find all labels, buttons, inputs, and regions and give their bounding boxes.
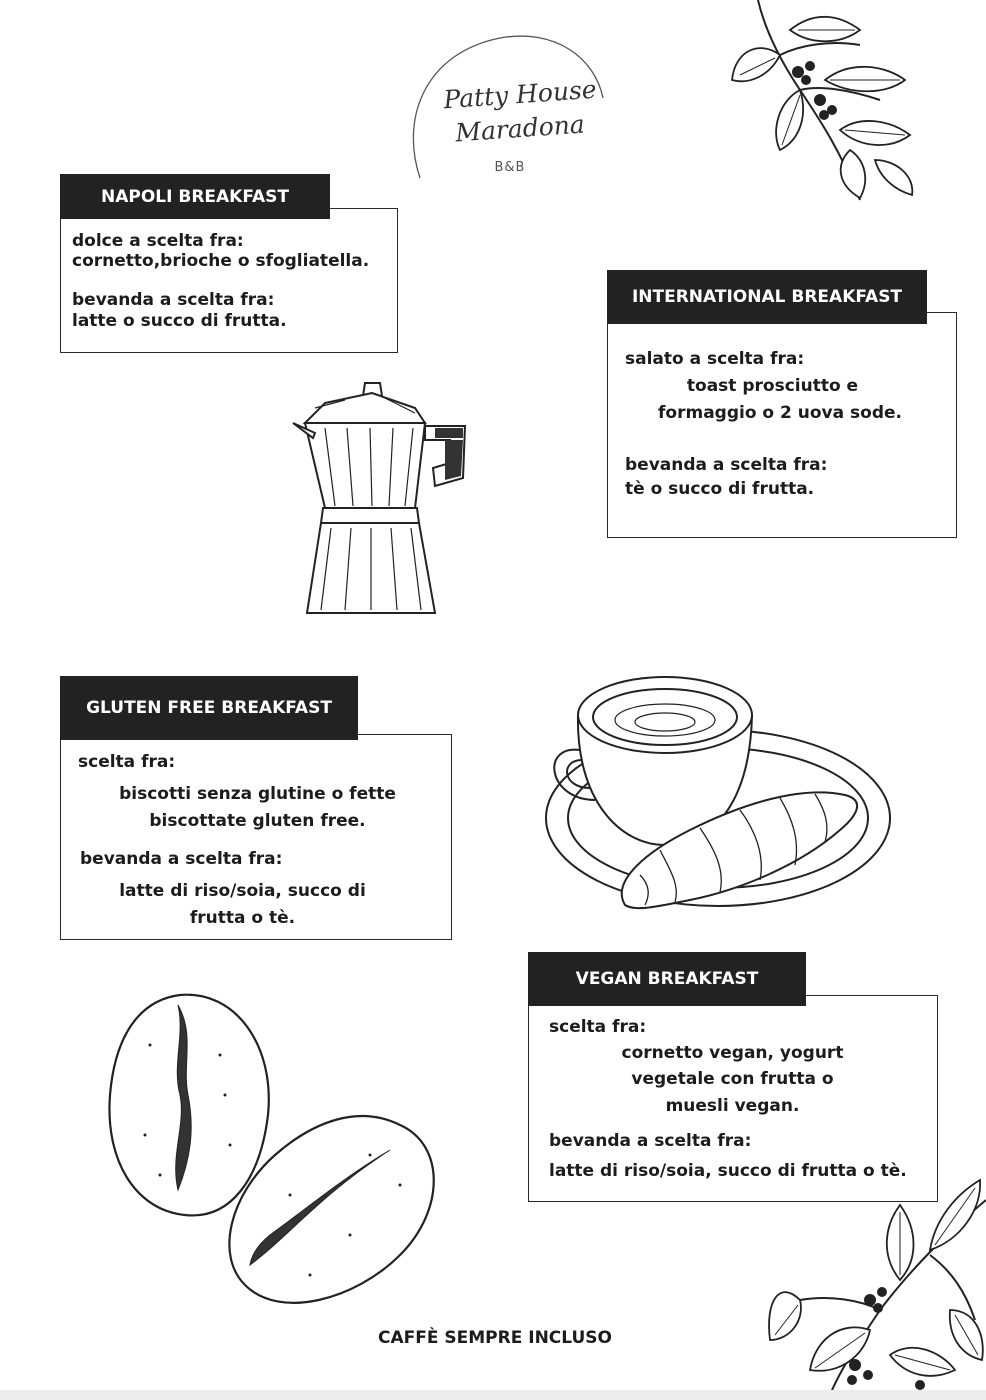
gluten-free-line-3: biscottate gluten free. <box>149 811 366 831</box>
logo-subtitle: B&B <box>494 160 526 175</box>
napoli-title: NAPOLI BREAKFAST <box>60 174 330 219</box>
gluten-free-line-1: scelta fra: <box>78 752 176 772</box>
gluten-free-line-5: latte di riso/soia, succo di <box>119 881 366 901</box>
vegan-line-6: latte di riso/soia, succo di frutta o tè. <box>549 1161 907 1181</box>
napoli-line-2: cornetto,brioche o sfogliatella. <box>72 251 370 271</box>
international-line-5: tè o succo di frutta. <box>625 479 815 499</box>
footer-note: CAFFÈ SEMPRE INCLUSO <box>378 1328 612 1348</box>
vegan-line-1: scelta fra: <box>549 1017 647 1037</box>
logo <box>405 28 615 188</box>
vegan-line-2: cornetto vegan, yogurt <box>621 1043 844 1063</box>
gluten-free-line-6: frutta o tè. <box>189 908 296 928</box>
bottom-strip <box>0 1390 986 1400</box>
international-line-1: salato a scelta fra: <box>625 349 805 369</box>
vegan-line-5: bevanda a scelta fra: <box>549 1131 752 1151</box>
coffee-cup-croissant-icon <box>540 660 895 920</box>
coffee-branch-icon <box>720 0 920 205</box>
napoli-line-4: latte o succo di frutta. <box>72 311 287 331</box>
napoli-line-3: bevanda a scelta fra: <box>72 290 275 310</box>
vegan-line-3: vegetale con frutta o <box>631 1069 834 1089</box>
moka-pot-icon <box>285 378 475 623</box>
logo-line-2: Maradona <box>454 109 586 148</box>
coffee-beans-icon <box>100 985 445 1315</box>
international-box <box>607 312 957 538</box>
coffee-branch-icon <box>760 1170 986 1395</box>
international-line-2: toast prosciutto e <box>686 376 859 396</box>
international-line-3: formaggio o 2 uova sode. <box>658 403 902 423</box>
vegan-line-4: muesli vegan. <box>665 1096 800 1116</box>
napoli-line-1: dolce a scelta fra: <box>72 231 244 251</box>
vegan-title: VEGAN BREAKFAST <box>528 952 806 1006</box>
gluten-free-line-4: bevanda a scelta fra: <box>80 849 283 869</box>
international-title: INTERNATIONAL BREAKFAST <box>607 270 927 324</box>
gluten-free-line-2: biscotti senza glutine o fette <box>119 784 396 804</box>
logo-line-1: Patty House <box>442 74 598 115</box>
international-line-4: bevanda a scelta fra: <box>625 455 828 475</box>
gluten-free-title: GLUTEN FREE BREAKFAST <box>60 676 358 740</box>
